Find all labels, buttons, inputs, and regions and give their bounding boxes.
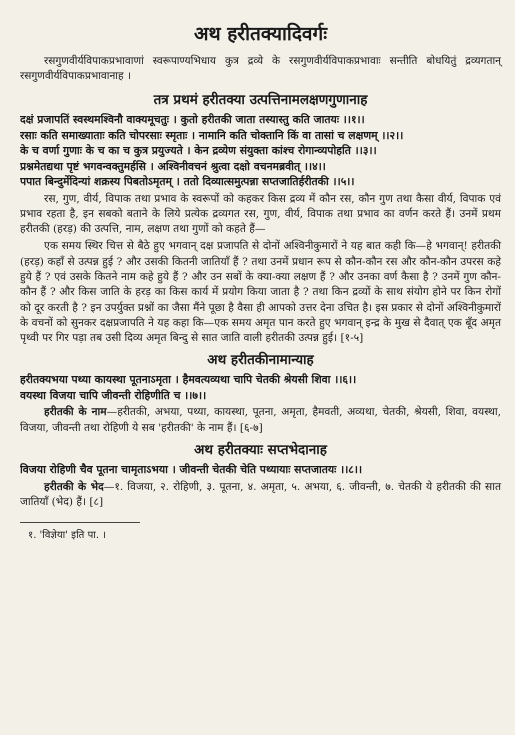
verse-3: के च वर्णा गुणाः के च का च कुत्र प्रयुज्यते । केन द्रव्येण संयुक्ता कांश्च रोगान्व्यपोहति ।।३।। bbox=[20, 144, 377, 157]
names-label: हरीतकी के नाम bbox=[44, 406, 107, 419]
verse-4: प्रश्नमेतद्यथा पृष्टं भगवन्वक्तुमर्हसि । अश्विनीवचनं श्रुत्वा दक्षो वचनमब्रवीत् ।।४।। bbox=[20, 159, 326, 173]
chapter-title: अथ हरीतक्यादिवर्गः bbox=[193, 23, 328, 45]
footnote: १. 'विज्ञेया' इति पा. । bbox=[28, 530, 106, 542]
verse-2: रसाः कति समाख्याताः कति चोपरसाः स्मृताः । नामानि कति चोक्तानि किं वा तासां च लक्षणम् ।।२।। bbox=[20, 128, 404, 142]
section-heading-names: अथ हरीतकीनामान्याह bbox=[207, 352, 314, 369]
commentary-intro: रस, गुण, वीर्य, विपाक तथा प्रभाव के स्वरूपों को कहकर किस द्रव्य में कौन रस, कौन गुण तथा कैसा वीर्य, विपाक एवं प्रभाव रहता है, इन सबको बताने के लिये प्रत्येक द्रव्यगत रस, गुण, वीर्य, विपाक तथा प्रभाव का वर्णन करते हैं। उनमें प्रथम हरीतकी (हरड़) की उत्पत्ति, नाम, लक्षण तथा गुणों को कहते हैं— bbox=[20, 192, 501, 236]
section-heading-origin: तत्र प्रथमं हरीतक्या उत्पत्तिनामलक्षणगुणानाह bbox=[153, 92, 368, 108]
verse-1: दक्षं प्रजापतिं स्वस्थमश्विनौ वाक्यमूचतुः । कुतो हरीतकी जाता तस्यास्तु कति जातयः ।।१।। bbox=[20, 113, 365, 126]
commentary-origin: एक समय स्थिर चित्त से बैठे हुए भगवान् दक्ष प्रजापति से दोनों अश्विनीकुमारों ने यह बात कही कि—हे भगवान्! हरीतकी (हरड़) कहाँ से उत्पन्न हुई ? और उसकी कितनी जातियाँ हैं ? तथा उनमें प्रधान रूप से कौन-कौन रस और कौन-कौन उपरस कहे हुये हैं ? एवं उसके कितने नाम कहे हुये हैं ? और उन सबों के क्या-क्या लक्षण हैं ? और उनका वर्ण कैसा है ? उनमें गुण कौन-कौन हैं ? और किस जाति के हरड़ का किस कार्य में प्रयोग किया जाता है ? तथा किन द्रव्यों के साथ संयोग होने पर किन रोगों को दूर करती है ? इन उपर्युक्त प्रश्नों का जैसा मैंने पूछा है वैसा ही आपको उत्तर देना उचित है। इस प्रकार से दोनों अश्विनीकुमारों के वचनों को सुनकर दक्षप्रजापति ने यह कहा कि—एक समय अमृत पान करते हुए भगवान् इन्द्र के मुख से दैवात् एक बूँद अमृत पृथ्वी पर गिर पड़ा तब उसी दिव्य अमृत बिन्दु से सात जाति वाली हरीतकी उत्पन्न हुई। [१-५] bbox=[20, 240, 501, 345]
types-paragraph bbox=[20, 480, 501, 511]
types-text: —१. विजया, २. रोहिणी, ३. पूतना, ४. अमृता, ५. अभया, ६. जीवन्ती, ७. चेतकी ये हरीतकी की सात जातियाँ (भेद) हैं। [८] bbox=[20, 480, 501, 508]
footnote-divider bbox=[20, 522, 140, 523]
verse-7: वयस्था विजया चापि जीवन्ती रोहिणीति च ।।७।। bbox=[20, 388, 207, 402]
names-paragraph bbox=[20, 405, 501, 436]
verse-8: विजया रोहिणी चैव पूतना चामृताऽभया । जीवन्ती चेतकी चेति पथ्यायाः सप्तजातयः ।।८।। bbox=[20, 463, 363, 477]
intro-text: रसगुणवीर्यविपाकप्रभावाणां स्वरूपाण्यभिधाय कुत्र द्रव्ये के रसगुणवीर्यविपाकप्रभावाः सन्तीति बोधयितुं द्रव्यगतान् रसगुणवीर्यविपाकप्रभावानाह । bbox=[20, 55, 501, 82]
types-label: हरीतकी के भेद bbox=[44, 480, 104, 493]
section-heading-types: अथ हरीतक्याः सप्तभेदानाह bbox=[194, 442, 327, 459]
names-text: —हरीतकी, अभया, पथ्या, कायस्था, पूतना, अमृता, हैमवती, अव्यथा, चेतकी, श्रेयसी, शिवा, वयस्था, विजया, जीवन्ती तथा रोहिणी ये सब 'हरीतकी' के नाम हैं। [६-७] bbox=[20, 406, 501, 434]
verse-5: पपात बिन्दुर्मेदिन्यां शक्रस्य पिबतोऽमृतम् । ततो दिव्यात्समुत्पन्ना सप्तजातिर्हरीतकी ।।५।। bbox=[20, 175, 355, 188]
verse-6: हरीतक्यभया पथ्या कायस्था पूतनाऽमृता । हैमवत्यव्यथा चापि चेतकी श्रेयसी शिवा ।।६।। bbox=[20, 373, 357, 387]
